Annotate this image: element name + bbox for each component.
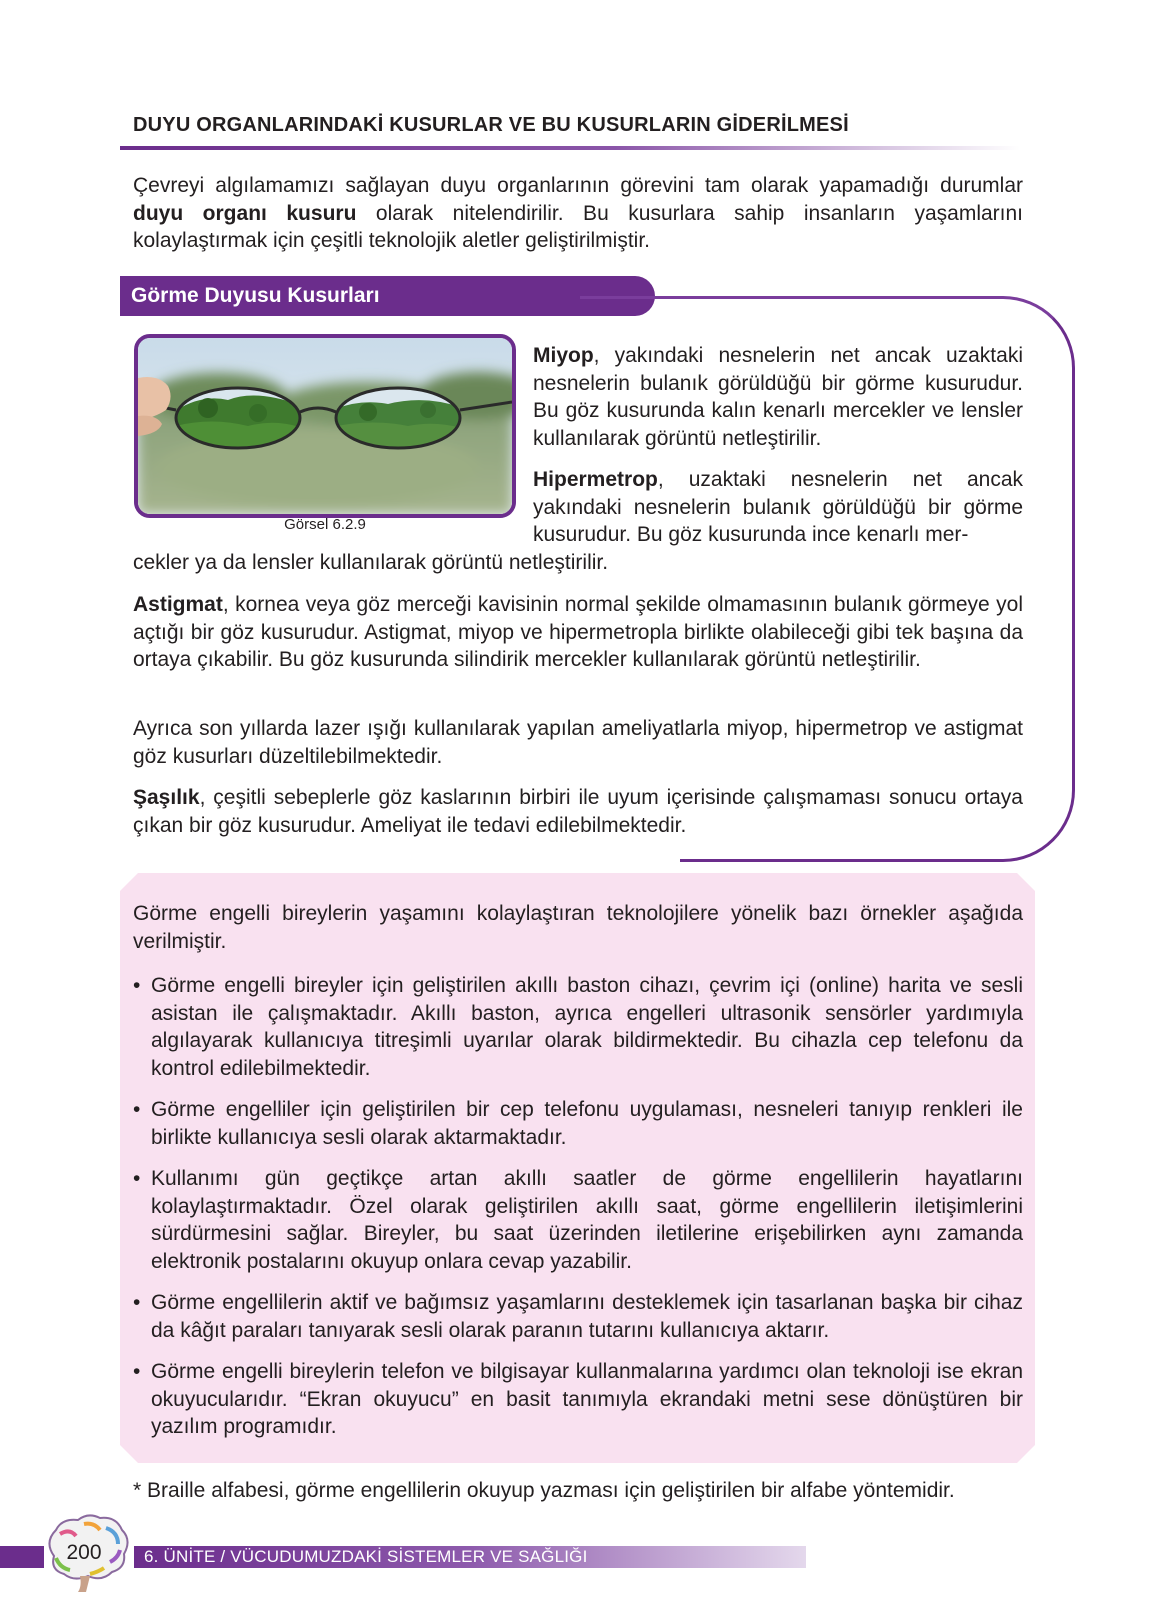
image-caption: Görsel 6.2.9 [284, 516, 366, 533]
intro-bold-term: duyu organı kusuru [133, 201, 357, 225]
frame-fade [560, 858, 680, 866]
section-heading: DUYU ORGANLARINDAKİ KUSURLAR VE BU KUSURLARIN GİDERİLMESİ [133, 114, 849, 136]
page-number: 200 [66, 1541, 102, 1564]
astigmatism-paragraph [133, 591, 1023, 674]
bullet-icon: • [133, 1098, 141, 1121]
footer-bar-left [0, 1546, 44, 1568]
strabismus-text: , çeşitli sebeplerle göz kaslarının birbiri ile uyum içerisinde çalışmaması sonucu ortaya çıkan bir göz kusurudur. Ameliyat ile tedavi edilebilmektedir. [133, 786, 1023, 837]
list-item-text: Kullanımı gün geçtikçe artan akıllı saatler de görme engellilerin hayatlarını kolaylaştırmaktadır. Özel olarak geliştirilen akıllı saat, görme engellilerin iletişimlerini sürdürmesini sağlar. Bireyler, bu saat üzerinden iletilerine erişebilirken aynı zamanda elektronik postalarını okuyup onlara cevap yazabilir. [151, 1167, 1023, 1273]
list-item [133, 1096, 1023, 1151]
technology-list [133, 972, 1023, 1455]
intro-text-after: olarak nitelendirilir. Bu kusurlara sahip insanların yaşamlarını kolaylaştırmak için çeşitli teknolojik aletler geliştirilmiştir. [133, 201, 1024, 252]
astigmatism-text: , kornea veya göz merceği kavisinin normal şekilde olmamasının bulanık görmeye yol açtığı bir göz kusurudur. Astigmat, miyop ve hipermetropla birlikte olabileceği gibi tek başına da ortaya çıkabilir. Bu göz kusurunda silindirik mercekler kullanılarak görüntü netleştirilir. [133, 593, 1023, 671]
list-item [133, 1358, 1023, 1441]
footer-unit-title: 6. ÜNİTE / VÜCUDUMUZDAKİ SİSTEMLER VE SAĞLIĞI [134, 1546, 806, 1568]
myopia-paragraph [533, 342, 1023, 452]
myopia-term: Miyop [533, 344, 594, 367]
bullet-icon: • [133, 1291, 141, 1314]
list-item-text: Görme engelli bireylerin telefon ve bilgisayar kullanmalarına yardımcı olan teknoloji ise ekran okuyucularıdır. “Ekran okuyucu” en basit tanımıyla ekrandaki metni sese dönüştüren bir yazılım programıdır. [151, 1360, 1023, 1438]
strabismus-term: Şaşılık [133, 786, 200, 809]
list-item [133, 972, 1023, 1082]
technology-intro: Görme engelli bireylerin yaşamını kolaylaştıran teknolojilere yönelik bazı örnekler aşağıda verilmiştir. [133, 902, 1023, 953]
list-item [133, 1165, 1023, 1275]
hypermetropia-continuation: cekler ya da lensler kullanılarak görüntü netleştirilir. [133, 551, 609, 574]
intro-paragraph [133, 172, 1023, 255]
list-item-text: Görme engelliler için geliştirilen bir cep telefonu uygulaması, nesneleri tanıyıp renkleri ile birlikte kullanıcıya sesli olarak aktarmaktadır. [151, 1098, 1023, 1149]
astigmatism-term: Astigmat [133, 593, 223, 616]
bullet-icon: • [133, 1360, 141, 1383]
hypermetropia-term: Hipermetrop [533, 468, 658, 491]
eyeglasses-illustration [138, 338, 512, 514]
list-item [133, 1289, 1023, 1344]
hypermetropia-text: , uzaktaki nesnelerin net ancak yakındaki nesnelerin bulanık görüldüğü bir görme kusurudur. Bu göz kusurunda ince kenarlı mer- [533, 468, 1023, 546]
hypermetropia-paragraph [533, 466, 1023, 549]
intro-text-before: Çevreyi algılamamızı sağlayan duyu organlarının görevini tam olarak yapamadığı durumlar [133, 174, 1023, 197]
myopia-text: , yakındaki nesnelerin net ancak uzaktaki nesnelerin bulanık görüldüğü bir görme kusurudur. Bu göz kusurunda kalın kenarlı mercekler ve lensler kullanılarak görüntü netleştirilir. [533, 344, 1023, 450]
strabismus-paragraph [133, 784, 1023, 839]
eyeglasses-photo [134, 334, 516, 518]
footnote: * Braille alfabesi, görme engellilerin okuyup yazması için geliştirilen bir alfabe yöntemidir. [133, 1479, 955, 1502]
section-title-pill: Görme Duyusu Kusurları [120, 276, 655, 316]
bullet-icon: • [133, 974, 141, 997]
list-item-text: Görme engelli bireyler için geliştirilen akıllı baston cihazı, çevrim içi (online) harita ve sesli asistan ile çalışmaktadır. Akıllı baston, ayrıca engelleri ultrasonik sensörler yardımıyla algılayarak kullanıcıya titreşimli uyarılar olarak bildirmektedir. Bu cihazla cep telefonu da kontrol edilebilmektedir. [151, 974, 1023, 1080]
heading-underline [120, 146, 1020, 150]
laser-paragraph: Ayrıca son yıllarda lazer ışığı kullanılarak yapılan ameliyatlarla miyop, hipermetrop ve astigmat göz kusurları düzeltilebilmektedir. [133, 717, 1023, 768]
list-item-text: Görme engellilerin aktif ve bağımsız yaşamlarını desteklemek için tasarlanan başka bir cihaz da kâğıt paraları tanıyarak sesli olarak paranın tutarını kullanıcıya aktarır. [151, 1291, 1023, 1342]
bullet-icon: • [133, 1167, 141, 1190]
